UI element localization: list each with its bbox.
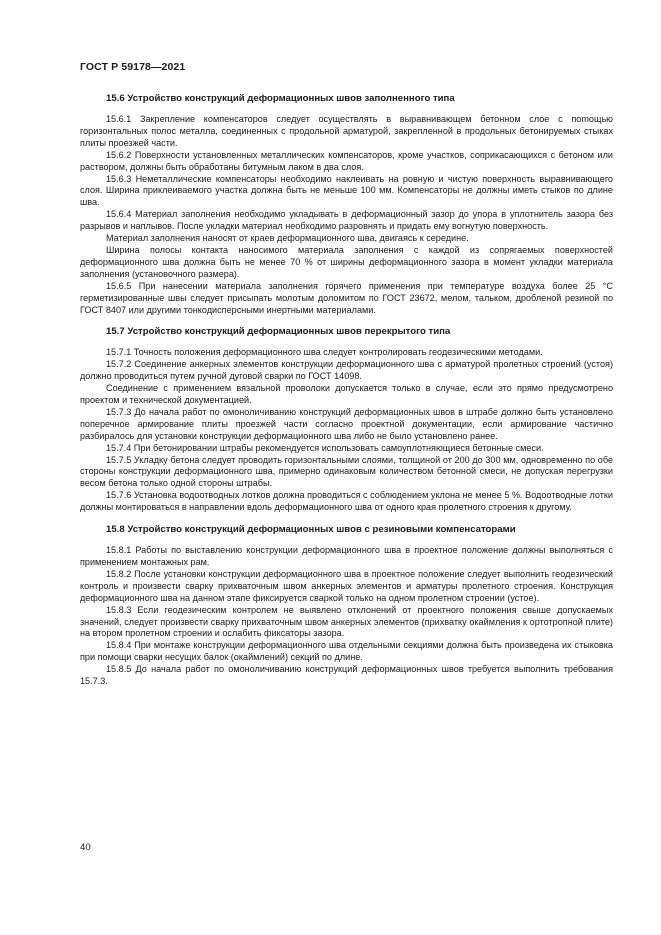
paragraph: 15.8.1 Работы по выставлению конструкции деформационного шва в проектное положение должны выполняться с применением монтажных рам.: [80, 545, 613, 567]
paragraph: 15.7.4 При бетонировании штрабы рекомендуется использовать самоуплотняющиеся бетонные смеси.: [106, 442, 544, 453]
paragraph: 15.6.2 Поверхности установленных металлических компенсаторов, кроме участков, соприкасающихся с бетоном или раствором, должны быть обработаны битумным лаком в два слоя.: [80, 149, 613, 172]
section-title: 15.7 Устройство конструкций деформационных швов перекрытого типа: [106, 326, 451, 338]
paragraph: 15.7.1 Точность положения деформационного шва следует контролировать геодезическими методами.: [106, 347, 543, 358]
paragraph: 15.8.5 До начала работ по омоноличиванию конструкций деформационных швов требуется выполнить требования 15.7.3.: [80, 664, 613, 687]
paragraph: 15.8.2 После установки конструкции деформационного шва в проектное положение следует выполнить геодезический контроль и произвести сварку прихваточным швом анкерных элементов и арматуры пролетного строения. Конструкция деформационного шва на данном этапе фиксируется сваркой только на одном пролетном строении (устое).: [80, 568, 613, 603]
paragraph: 15.7.2 Соединение анкерных элементов конструкции деформационного шва с арматурой пролетных строений (устоя) должно проводиться путем ручной дуговой сварки по ГОСТ 14098.: [80, 359, 613, 382]
paragraph: 15.6.4 Материал заполнения необходимо укладывать в деформационный зазор до упора в уплотнитель зазора без разрывов и наплывов. После укладки материал необходимо разровнять и придать ему вогнутую поверхность.: [80, 209, 613, 232]
document-body: [80, 93, 613, 698]
paragraph: Соединение с применением вязальной проволоки допускается только в случае, если это прямо предусмотрено проектом и технической документацией.: [80, 383, 613, 406]
section-15-8: [80, 524, 613, 688]
paragraph: 15.6.1 Закрепление компенсаторов следует осуществлять в выравнивающем бетонном слое с поmощью горизонтальных полос металла, соединенных с продольной арматурой, закрепленной в продольных бетонируемых стыках плиты проезжей части.: [80, 114, 613, 148]
paragraph: 15.7.3 До начала работ по омоноличиванию конструкций деформационных швов в штрабе должно быть установлено поперечное армирование плиты проезжей части согласно проектной документации, если армирование частично разбиралось для установки конструкции деформационного шва либо не было установлено ранее.: [80, 406, 613, 441]
paragraph: 15.8.3 Если геодезическим контролем не выявлено отклонений от проектного положения свыше допускаемых значений, следует произвести сварку прихваточным швом анкерных элементов (прихватку окаймления к ортотропной плите) на втором пролетном строении и ослабить фиксаторы зазора.: [80, 604, 613, 639]
paragraph: 15.7.5 Укладку бетона следует проводить горизонтальными слоями, толщиной от 200 до 300 мм, одновременно по обе стороны конструкции деформационного шва, примерно одинаковым количеством бетонной смеси, не допуская перегрузки весом бетона только одной стороны штрабы.: [80, 454, 613, 489]
paragraph: Ширина полосы контакта наносимого материала заполнения с каждой из сопрягаемых поверхностей деформационного шва должна быть не менее 70 % от ширины деформационного зазора в момент укладки материала заполнения (установочного размера).: [80, 244, 613, 279]
paragraph: 15.6.5 При нанесении материала заполнения горячего применения при температуре воздуха более 25 °С герметизированные швы следует присыпать молотым доломитом по ГОСТ 23672, мелом, тальком, дробленой резиной по ГОСТ 8407 или другими тонкодисперсными инертными материалами.: [80, 280, 613, 315]
paragraph: 15.6.3 Неметаллические компенсаторы необходимо наклеивать на ровную и чистую поверхность выравнивающего слоя. Ширина приклеиваемого участка должна быть не меньше 100 мм. Компенсаторы не должны иметь стыков по длине шва.: [80, 173, 613, 208]
section-15-7: [80, 326, 613, 514]
document-header: ГОСТ Р 59178—2021: [80, 61, 186, 73]
paragraph: 15.7.6 Установка водоотводных лотков должна проводиться с соблюдением уклона не менее 5 %. Водоотводные лотки должны монтироваться в направлении вдоль деформационного шва от одного края пролетного строения к другому.: [80, 490, 613, 513]
section-15-6: [80, 93, 613, 316]
page-number: 40: [80, 842, 91, 853]
paragraph: Материал заполнения наносят от краев деформационного шва, двигаясь к середине.: [106, 233, 469, 244]
section-title: 15.8 Устройство конструкций деформационных швов с резиновыми компенсаторами: [106, 524, 516, 536]
section-title: 15.6 Устройство конструкций деформационных швов заполненного типа: [106, 93, 455, 104]
paragraph: 15.8.4 При монтаже конструкции деформационного шва отдельными секциями должна быть произведена их стыковка при помощи сварки несущих балок (окаймлений) секций по длине.: [80, 640, 613, 663]
